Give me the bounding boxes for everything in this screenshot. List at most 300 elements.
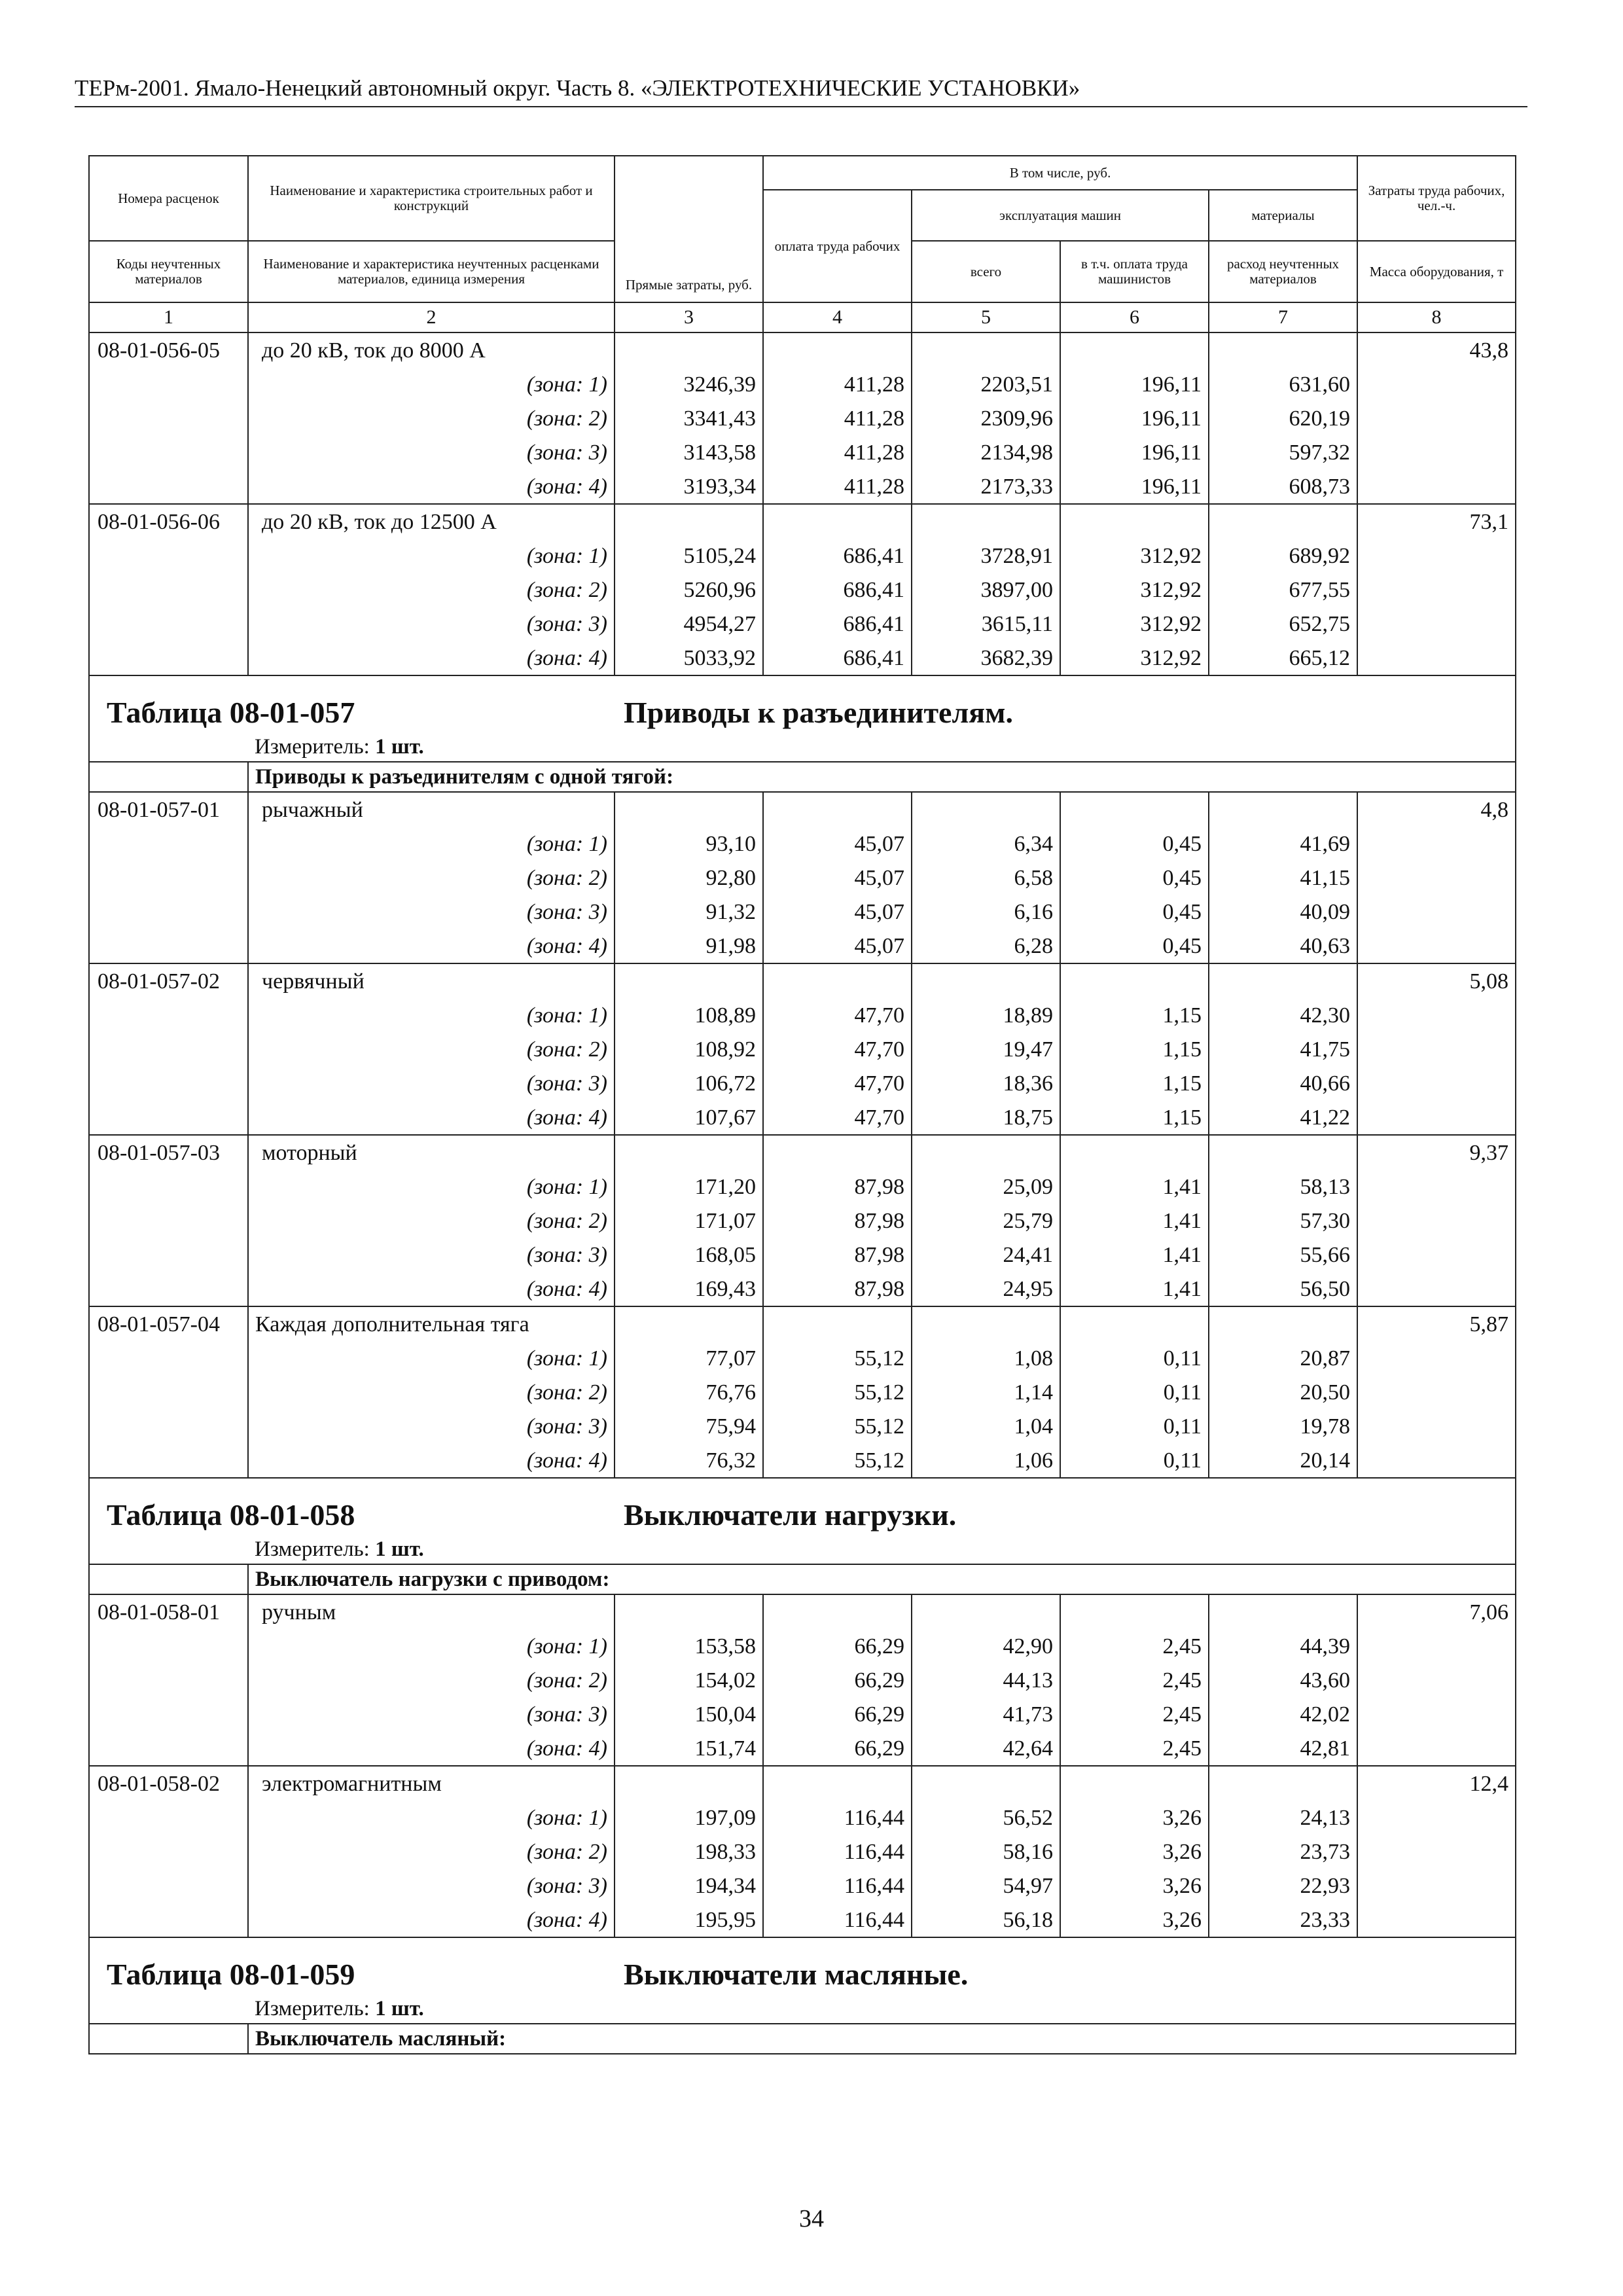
machinists-wages-value: 196,11 bbox=[1060, 401, 1209, 435]
col2-bottom-header: Наименование и характеристика неучтенных расценками материалов, единица измерения bbox=[248, 241, 615, 302]
machinists-wages-value: 0,45 bbox=[1060, 827, 1209, 861]
direct-cost-value: 169,43 bbox=[615, 1272, 763, 1306]
empty-cell bbox=[1357, 1170, 1516, 1204]
empty-cell bbox=[1209, 504, 1357, 539]
empty-cell bbox=[1357, 641, 1516, 675]
machines-total-value: 3897,00 bbox=[912, 573, 1060, 607]
empty-cell bbox=[615, 1306, 763, 1341]
materials-value: 40,63 bbox=[1209, 929, 1357, 963]
zone-row bbox=[89, 641, 1516, 675]
direct-cost-value: 198,33 bbox=[615, 1835, 763, 1869]
zone-label: (зона: 3) bbox=[248, 1869, 615, 1903]
materials-value: 20,14 bbox=[1209, 1443, 1357, 1478]
wages-value: 116,44 bbox=[763, 1835, 912, 1869]
machinists-wages-value: 196,11 bbox=[1060, 367, 1209, 401]
empty-cell bbox=[89, 1835, 248, 1869]
empty-cell bbox=[89, 998, 248, 1032]
empty-cell bbox=[1209, 1306, 1357, 1341]
machines-total-value: 18,36 bbox=[912, 1066, 1060, 1100]
wages-value: 66,29 bbox=[763, 1663, 912, 1697]
price-table bbox=[88, 155, 1516, 2054]
wages-value: 47,70 bbox=[763, 1032, 912, 1066]
item-name: моторный bbox=[248, 1135, 615, 1170]
measure-unit bbox=[89, 732, 1516, 762]
empty-cell bbox=[89, 1629, 248, 1663]
item-row bbox=[89, 1306, 1516, 1341]
machines-total-header: всего bbox=[912, 241, 1060, 302]
materials-value: 677,55 bbox=[1209, 573, 1357, 607]
empty-cell bbox=[1209, 963, 1357, 998]
empty-cell bbox=[1357, 539, 1516, 573]
direct-cost-value: 75,94 bbox=[615, 1409, 763, 1443]
item-name: до 20 кВ, ток до 8000 А bbox=[248, 332, 615, 367]
zone-label: (зона: 4) bbox=[248, 1903, 615, 1937]
item-name: электромагнитным bbox=[248, 1766, 615, 1801]
wages-value: 686,41 bbox=[763, 573, 912, 607]
machines-total-value: 3615,11 bbox=[912, 607, 1060, 641]
column-number: 5 bbox=[912, 302, 1060, 332]
machinists-wages-value: 312,92 bbox=[1060, 539, 1209, 573]
item-name: до 20 кВ, ток до 12500 А bbox=[248, 504, 615, 539]
zone-row bbox=[89, 1903, 1516, 1937]
table-body bbox=[89, 332, 1516, 2054]
wages-value: 45,07 bbox=[763, 895, 912, 929]
machinists-wages-value: 3,26 bbox=[1060, 1869, 1209, 1903]
wages-value: 87,98 bbox=[763, 1272, 912, 1306]
machines-total-value: 6,58 bbox=[912, 861, 1060, 895]
machinists-wages-value: 0,11 bbox=[1060, 1443, 1209, 1478]
measure-unit bbox=[89, 1535, 1516, 1564]
zone-label: (зона: 1) bbox=[248, 1341, 615, 1375]
direct-cost-value: 108,89 bbox=[615, 998, 763, 1032]
wages-value: 45,07 bbox=[763, 861, 912, 895]
empty-cell bbox=[1357, 1341, 1516, 1375]
materials-value: 608,73 bbox=[1209, 469, 1357, 504]
materials-value: 40,66 bbox=[1209, 1066, 1357, 1100]
item-name: ручным bbox=[248, 1594, 615, 1629]
empty-cell bbox=[1357, 1032, 1516, 1066]
machines-total-value: 44,13 bbox=[912, 1663, 1060, 1697]
zone-label: (зона: 1) bbox=[248, 1629, 615, 1663]
machines-total-value: 2173,33 bbox=[912, 469, 1060, 504]
zone-row bbox=[89, 1443, 1516, 1478]
machines-total-value: 56,18 bbox=[912, 1903, 1060, 1937]
machinists-wages-value: 196,11 bbox=[1060, 435, 1209, 469]
materials-value: 55,66 bbox=[1209, 1238, 1357, 1272]
col1-top-header: Номера расценок bbox=[89, 156, 248, 241]
group-heading: Приводы к разъединителям с одной тягой: bbox=[248, 762, 1516, 792]
empty-cell bbox=[763, 1766, 912, 1801]
wages-value: 116,44 bbox=[763, 1903, 912, 1937]
empty-cell bbox=[615, 1135, 763, 1170]
section-group-row bbox=[89, 1564, 1516, 1594]
zone-row bbox=[89, 539, 1516, 573]
wages-value: 116,44 bbox=[763, 1801, 912, 1835]
labor-value: 4,8 bbox=[1357, 792, 1516, 827]
zone-row bbox=[89, 827, 1516, 861]
empty-cell bbox=[1060, 1135, 1209, 1170]
zone-row bbox=[89, 1238, 1516, 1272]
item-name: рычажный bbox=[248, 792, 615, 827]
zone-row bbox=[89, 1835, 1516, 1869]
column-number: 1 bbox=[89, 302, 248, 332]
empty-cell bbox=[912, 963, 1060, 998]
zone-row bbox=[89, 1170, 1516, 1204]
empty-cell bbox=[912, 332, 1060, 367]
measure-unit-label: Измеритель: bbox=[255, 1537, 370, 1561]
materials-value: 23,73 bbox=[1209, 1835, 1357, 1869]
empty-cell bbox=[89, 1564, 248, 1594]
empty-cell bbox=[912, 1766, 1060, 1801]
zone-row bbox=[89, 998, 1516, 1032]
table-head bbox=[89, 156, 1516, 332]
materials-value: 41,75 bbox=[1209, 1032, 1357, 1066]
empty-cell bbox=[89, 607, 248, 641]
direct-cost-value: 5260,96 bbox=[615, 573, 763, 607]
machines-total-value: 1,04 bbox=[912, 1409, 1060, 1443]
machinists-wages-value: 1,41 bbox=[1060, 1204, 1209, 1238]
table-title: Выключатели нагрузки. bbox=[624, 1498, 957, 1532]
empty-cell bbox=[1357, 469, 1516, 504]
zone-label: (зона: 3) bbox=[248, 1066, 615, 1100]
machines-total-value: 19,47 bbox=[912, 1032, 1060, 1066]
labor-value: 5,87 bbox=[1357, 1306, 1516, 1341]
empty-cell bbox=[89, 827, 248, 861]
zone-row bbox=[89, 607, 1516, 641]
machinists-wages-value: 0,45 bbox=[1060, 895, 1209, 929]
wages-header: оплата труда рабочих bbox=[763, 190, 912, 302]
section-title-row bbox=[89, 675, 1516, 732]
measure-unit-value: 1 шт. bbox=[375, 1537, 424, 1561]
empty-cell bbox=[1357, 1663, 1516, 1697]
machines-total-value: 2309,96 bbox=[912, 401, 1060, 435]
item-row bbox=[89, 1594, 1516, 1629]
empty-cell bbox=[1060, 1594, 1209, 1629]
empty-cell bbox=[89, 1731, 248, 1766]
machines-total-value: 42,90 bbox=[912, 1629, 1060, 1663]
machines-total-value: 2134,98 bbox=[912, 435, 1060, 469]
running-header: ТЕРм-2001. Ямало-Ненецкий автономный округ. Часть 8. «ЭЛЕКТРОТЕХНИЧЕСКИЕ УСТАНОВКИ» bbox=[75, 73, 1527, 107]
materials-value: 24,13 bbox=[1209, 1801, 1357, 1835]
empty-cell bbox=[89, 539, 248, 573]
empty-cell bbox=[89, 762, 248, 792]
labor-value: 12,4 bbox=[1357, 1766, 1516, 1801]
zone-label: (зона: 3) bbox=[248, 607, 615, 641]
empty-cell bbox=[763, 332, 912, 367]
direct-cost-value: 3246,39 bbox=[615, 367, 763, 401]
section-group-row bbox=[89, 2024, 1516, 2054]
empty-cell bbox=[1357, 929, 1516, 963]
empty-cell bbox=[89, 929, 248, 963]
empty-cell bbox=[763, 504, 912, 539]
machinists-wages-value: 1,15 bbox=[1060, 1066, 1209, 1100]
zone-label: (зона: 1) bbox=[248, 539, 615, 573]
zone-row bbox=[89, 1629, 1516, 1663]
group-heading: Выключатель масляный: bbox=[248, 2024, 1516, 2054]
zone-label: (зона: 3) bbox=[248, 1697, 615, 1731]
wages-value: 45,07 bbox=[763, 827, 912, 861]
machinists-wages-value: 3,26 bbox=[1060, 1835, 1209, 1869]
empty-cell bbox=[1060, 504, 1209, 539]
machines-total-value: 6,28 bbox=[912, 929, 1060, 963]
column-number: 6 bbox=[1060, 302, 1209, 332]
direct-cost-value: 91,98 bbox=[615, 929, 763, 963]
empty-cell bbox=[763, 792, 912, 827]
table-number: Таблица 08-01-058 bbox=[107, 1498, 355, 1532]
materials-value: 20,50 bbox=[1209, 1375, 1357, 1409]
materials-value: 57,30 bbox=[1209, 1204, 1357, 1238]
machines-total-value: 6,34 bbox=[912, 827, 1060, 861]
zone-label: (зона: 2) bbox=[248, 1663, 615, 1697]
labor-value: 43,8 bbox=[1357, 332, 1516, 367]
empty-cell bbox=[89, 1375, 248, 1409]
machinists-wages-value: 2,45 bbox=[1060, 1663, 1209, 1697]
empty-cell bbox=[1357, 1443, 1516, 1478]
machinists-wages-value: 312,92 bbox=[1060, 573, 1209, 607]
materials-value: 42,30 bbox=[1209, 998, 1357, 1032]
column-number: 7 bbox=[1209, 302, 1357, 332]
zone-row bbox=[89, 1066, 1516, 1100]
direct-cost-value: 150,04 bbox=[615, 1697, 763, 1731]
including-header: В том числе, руб. bbox=[763, 156, 1357, 190]
section-group-row bbox=[89, 762, 1516, 792]
machinists-wages-header: в т.ч. оплата труда машинистов bbox=[1060, 241, 1209, 302]
item-code: 08-01-057-01 bbox=[89, 792, 248, 827]
section-heading bbox=[89, 1478, 1516, 1535]
empty-cell bbox=[763, 1135, 912, 1170]
wages-value: 55,12 bbox=[763, 1375, 912, 1409]
materials-value: 631,60 bbox=[1209, 367, 1357, 401]
machinists-wages-value: 2,45 bbox=[1060, 1629, 1209, 1663]
machinists-wages-value: 1,15 bbox=[1060, 1100, 1209, 1135]
wages-value: 411,28 bbox=[763, 435, 912, 469]
machines-total-value: 56,52 bbox=[912, 1801, 1060, 1835]
machinists-wages-value: 0,45 bbox=[1060, 929, 1209, 963]
zone-label: (зона: 1) bbox=[248, 1170, 615, 1204]
machinists-wages-value: 1,15 bbox=[1060, 998, 1209, 1032]
zone-label: (зона: 2) bbox=[248, 573, 615, 607]
zone-label: (зона: 3) bbox=[248, 435, 615, 469]
empty-cell bbox=[89, 435, 248, 469]
empty-cell bbox=[1060, 1306, 1209, 1341]
zone-label: (зона: 2) bbox=[248, 401, 615, 435]
wages-value: 87,98 bbox=[763, 1204, 912, 1238]
zone-row bbox=[89, 1272, 1516, 1306]
materials-value: 43,60 bbox=[1209, 1663, 1357, 1697]
zone-label: (зона: 1) bbox=[248, 1801, 615, 1835]
direct-cost-value: 194,34 bbox=[615, 1869, 763, 1903]
machinists-wages-value: 1,41 bbox=[1060, 1238, 1209, 1272]
empty-cell bbox=[89, 367, 248, 401]
empty-cell bbox=[1209, 792, 1357, 827]
direct-cost-value: 76,32 bbox=[615, 1443, 763, 1478]
machinists-wages-value: 3,26 bbox=[1060, 1903, 1209, 1937]
empty-cell bbox=[615, 792, 763, 827]
item-code: 08-01-057-03 bbox=[89, 1135, 248, 1170]
col1-bottom-header: Коды неучтенных материалов bbox=[89, 241, 248, 302]
zone-row bbox=[89, 1204, 1516, 1238]
empty-cell bbox=[763, 1306, 912, 1341]
direct-cost-value: 153,58 bbox=[615, 1629, 763, 1663]
empty-cell bbox=[615, 504, 763, 539]
zone-label: (зона: 1) bbox=[248, 367, 615, 401]
direct-cost-value: 108,92 bbox=[615, 1032, 763, 1066]
zone-label: (зона: 2) bbox=[248, 1835, 615, 1869]
column-number: 3 bbox=[615, 302, 763, 332]
direct-cost-value: 3341,43 bbox=[615, 401, 763, 435]
empty-cell bbox=[1357, 573, 1516, 607]
zone-row bbox=[89, 1697, 1516, 1731]
direct-cost-value: 4954,27 bbox=[615, 607, 763, 641]
empty-cell bbox=[912, 1135, 1060, 1170]
zone-label: (зона: 4) bbox=[248, 1443, 615, 1478]
direct-cost-value: 92,80 bbox=[615, 861, 763, 895]
zone-label: (зона: 3) bbox=[248, 1238, 615, 1272]
direct-cost-value: 168,05 bbox=[615, 1238, 763, 1272]
zone-label: (зона: 1) bbox=[248, 827, 615, 861]
empty-cell bbox=[89, 861, 248, 895]
section-unit-row bbox=[89, 732, 1516, 762]
section-title-row bbox=[89, 1937, 1516, 1994]
column-number: 4 bbox=[763, 302, 912, 332]
materials-value: 58,13 bbox=[1209, 1170, 1357, 1204]
machinists-wages-value: 312,92 bbox=[1060, 641, 1209, 675]
zone-label: (зона: 4) bbox=[248, 469, 615, 504]
wages-value: 686,41 bbox=[763, 539, 912, 573]
direct-cost-value: 107,67 bbox=[615, 1100, 763, 1135]
section-heading bbox=[89, 675, 1516, 732]
empty-cell bbox=[1357, 895, 1516, 929]
section-unit-row bbox=[89, 1535, 1516, 1564]
materials-value: 23,33 bbox=[1209, 1903, 1357, 1937]
materials-value: 620,19 bbox=[1209, 401, 1357, 435]
empty-cell bbox=[89, 1443, 248, 1478]
empty-cell bbox=[89, 1409, 248, 1443]
empty-cell bbox=[615, 963, 763, 998]
empty-cell bbox=[1357, 1903, 1516, 1937]
machines-total-value: 42,64 bbox=[912, 1731, 1060, 1766]
zone-label: (зона: 4) bbox=[248, 641, 615, 675]
empty-cell bbox=[1209, 332, 1357, 367]
empty-cell bbox=[89, 1066, 248, 1100]
direct-cost-value: 93,10 bbox=[615, 827, 763, 861]
wages-value: 87,98 bbox=[763, 1170, 912, 1204]
empty-cell bbox=[912, 504, 1060, 539]
wages-value: 45,07 bbox=[763, 929, 912, 963]
empty-cell bbox=[912, 1594, 1060, 1629]
empty-cell bbox=[1357, 607, 1516, 641]
empty-cell bbox=[1357, 1869, 1516, 1903]
wages-value: 55,12 bbox=[763, 1443, 912, 1478]
materials-value: 20,87 bbox=[1209, 1341, 1357, 1375]
empty-cell bbox=[1357, 1204, 1516, 1238]
item-name: Каждая дополнительная тяга bbox=[248, 1306, 615, 1341]
empty-cell bbox=[1357, 1272, 1516, 1306]
zone-row bbox=[89, 1731, 1516, 1766]
wages-value: 47,70 bbox=[763, 998, 912, 1032]
empty-cell bbox=[1357, 861, 1516, 895]
measure-unit-label: Измеритель: bbox=[255, 1997, 370, 2020]
zone-label: (зона: 4) bbox=[248, 1272, 615, 1306]
empty-cell bbox=[89, 573, 248, 607]
materials-value: 665,12 bbox=[1209, 641, 1357, 675]
zone-row bbox=[89, 367, 1516, 401]
zone-row bbox=[89, 1869, 1516, 1903]
empty-cell bbox=[89, 1341, 248, 1375]
materials-value: 42,02 bbox=[1209, 1697, 1357, 1731]
empty-cell bbox=[1357, 1066, 1516, 1100]
empty-cell bbox=[1357, 1835, 1516, 1869]
item-row bbox=[89, 792, 1516, 827]
wages-value: 47,70 bbox=[763, 1100, 912, 1135]
wages-value: 55,12 bbox=[763, 1341, 912, 1375]
wages-value: 686,41 bbox=[763, 641, 912, 675]
zone-row bbox=[89, 1663, 1516, 1697]
machines-total-value: 1,06 bbox=[912, 1443, 1060, 1478]
machinists-wages-value: 2,45 bbox=[1060, 1697, 1209, 1731]
labor-value: 9,37 bbox=[1357, 1135, 1516, 1170]
empty-cell bbox=[89, 1032, 248, 1066]
empty-cell bbox=[89, 1903, 248, 1937]
direct-cost-value: 91,32 bbox=[615, 895, 763, 929]
labor-value: 7,06 bbox=[1357, 1594, 1516, 1629]
zone-label: (зона: 4) bbox=[248, 1731, 615, 1766]
measure-unit-value: 1 шт. bbox=[375, 735, 424, 759]
machinists-wages-value: 1,15 bbox=[1060, 1032, 1209, 1066]
machines-total-value: 3728,91 bbox=[912, 539, 1060, 573]
direct-cost-value: 154,02 bbox=[615, 1663, 763, 1697]
empty-cell bbox=[615, 332, 763, 367]
col2-top-header: Наименование и характеристика строительных работ и конструкций bbox=[248, 156, 615, 241]
machinists-wages-value: 2,45 bbox=[1060, 1731, 1209, 1766]
wages-value: 66,29 bbox=[763, 1697, 912, 1731]
col8-bottom-header: Масса оборудования, т bbox=[1357, 241, 1516, 302]
machines-total-value: 54,97 bbox=[912, 1869, 1060, 1903]
materials-value: 22,93 bbox=[1209, 1869, 1357, 1903]
labor-value: 73,1 bbox=[1357, 504, 1516, 539]
empty-cell bbox=[89, 2024, 248, 2054]
empty-cell bbox=[763, 963, 912, 998]
empty-cell bbox=[89, 1697, 248, 1731]
item-code: 08-01-058-02 bbox=[89, 1766, 248, 1801]
zone-row bbox=[89, 1409, 1516, 1443]
materials-value: 42,81 bbox=[1209, 1731, 1357, 1766]
item-row bbox=[89, 504, 1516, 539]
empty-cell bbox=[615, 1766, 763, 1801]
empty-cell bbox=[89, 1801, 248, 1835]
zone-row bbox=[89, 401, 1516, 435]
materials-value: 19,78 bbox=[1209, 1409, 1357, 1443]
item-code: 08-01-056-06 bbox=[89, 504, 248, 539]
zone-row bbox=[89, 1100, 1516, 1135]
empty-cell bbox=[1209, 1135, 1357, 1170]
materials-value: 41,69 bbox=[1209, 827, 1357, 861]
empty-cell bbox=[1357, 1100, 1516, 1135]
empty-cell bbox=[1357, 1409, 1516, 1443]
empty-cell bbox=[1357, 435, 1516, 469]
measure-unit-value: 1 шт. bbox=[375, 1997, 424, 2020]
section-unit-row bbox=[89, 1994, 1516, 2024]
empty-cell bbox=[1357, 998, 1516, 1032]
empty-cell bbox=[1357, 401, 1516, 435]
empty-cell bbox=[1357, 367, 1516, 401]
unaccounted-materials-header: расход неучтенных материалов bbox=[1209, 241, 1357, 302]
zone-label: (зона: 4) bbox=[248, 1100, 615, 1135]
machinists-wages-value: 0,11 bbox=[1060, 1341, 1209, 1375]
item-code: 08-01-056-05 bbox=[89, 332, 248, 367]
machines-total-value: 25,09 bbox=[912, 1170, 1060, 1204]
zone-label: (зона: 4) bbox=[248, 929, 615, 963]
